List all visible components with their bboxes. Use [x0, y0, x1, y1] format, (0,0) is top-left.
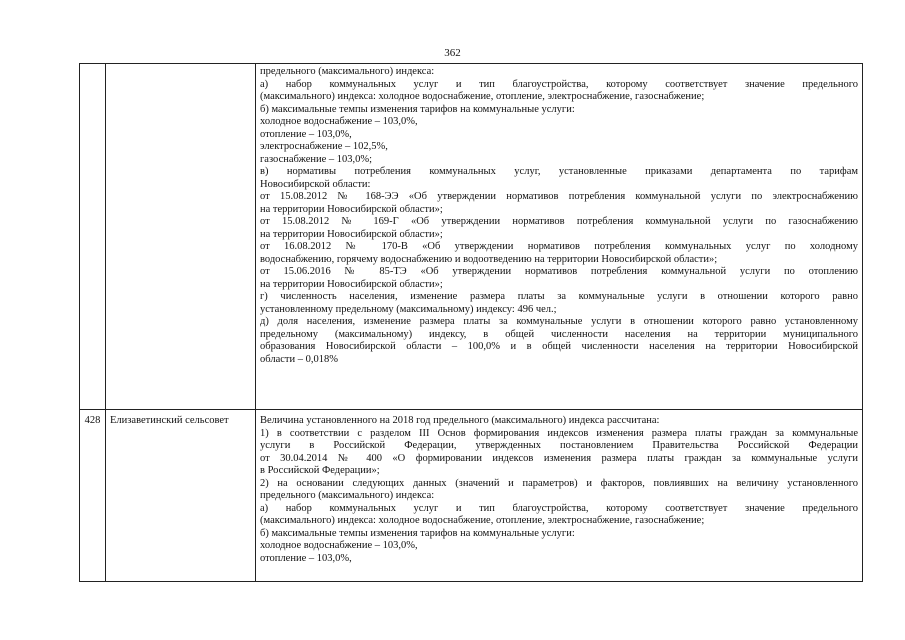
text-line: области – 0,018% — [260, 353, 338, 365]
page-number: 362 — [444, 47, 461, 59]
text-line: г) численность населения, изменение размера платы за коммунальные услуги в отношении которого равно — [260, 291, 858, 302]
text-line: от 15.08.2012 № 168-ЭЭ «Об утверждении нормативов потребления коммунальной услуги по электроснабжению — [260, 191, 858, 202]
table-row — [80, 64, 863, 410]
text-line: на территории Новосибирской области»; — [260, 278, 443, 290]
text-line: образования Новосибирской области – 100,0% и в общей численности населения на территории Новосибирской — [260, 341, 858, 352]
text-line: от 15.08.2012 № 169-Г «Об утверждении нормативов потребления коммунальной услуги по газоснабжению — [260, 216, 858, 227]
text-line: услуги в Российской Федерации, утвержденных постановлением Правительства Российской Федерации — [260, 440, 858, 451]
text-line: д) доля населения, изменение размера платы за коммунальные услуги в отношении которого равно установленному — [260, 316, 858, 327]
text-line: электроснабжение – 102,5%, — [260, 141, 388, 152]
row-number: 428 — [80, 410, 106, 582]
table-row — [80, 410, 863, 582]
text-line: от 15.06.2016 № 85-ТЭ «Об утверждении нормативов потребления коммунальной услуги по отоплению — [260, 266, 858, 277]
text-line: от 30.04.2014 № 400 «О формировании индексов изменения размера платы граждан за коммунальные услуги — [260, 452, 858, 464]
text-line: (максимального) индекса: холодное водоснабжение, отопление, электроснабжение, газоснабжение; — [260, 515, 705, 526]
text-line: отопление – 103,0%, — [260, 552, 352, 564]
text-line: б) максимальные темпы изменения тарифов на коммунальные услуги: — [260, 527, 575, 539]
text-line: холодное водоснабжение – 103,0%, — [260, 540, 418, 551]
text-line: предельного (максимального) индекса: — [260, 490, 435, 501]
text-line: на территории Новосибирской области»; — [260, 228, 443, 240]
row-description — [256, 64, 863, 410]
text-line: Новосибирской области: — [260, 178, 371, 190]
text-line: 2) на основании следующих данных (значений и параметров) и факторов, повлиявших на величину установленного — [260, 477, 858, 489]
text-line: 1) в соответствии с разделом III Основ формирования индексов изменения размера платы граждан за коммунальные — [260, 427, 858, 439]
text-line: предельному (максимальному) индексу, в общей численности населения на территории муниципального — [260, 328, 858, 340]
text-line: водоснабжению, горячему водоснабжению и водоотведению на территории Новосибирской области»; — [260, 253, 718, 265]
text-line: б) максимальные темпы изменения тарифов на коммунальные услуги: — [260, 103, 575, 115]
tariff-table — [79, 63, 863, 582]
row-number — [80, 64, 106, 410]
text-line: холодное водоснабжение – 103,0%, — [260, 116, 418, 127]
text-line: предельного (максимального) индекса: — [260, 66, 435, 77]
text-line: а) набор коммунальных услуг и тип благоустройства, которому соответствует значение предельного — [260, 502, 858, 514]
row-description — [256, 410, 863, 582]
text-line: а) набор коммунальных услуг и тип благоустройства, которому соответствует значение предельного — [260, 78, 858, 90]
text-line: в) нормативы потребления коммунальных услуг, установленные приказами департамента по тарифам — [260, 166, 858, 177]
municipality-name: Елизаветинский сельсовет — [106, 410, 256, 582]
municipality-name — [106, 64, 256, 410]
text-line: отопление – 103,0%, — [260, 128, 352, 140]
text-line: в Российской Федерации»; — [260, 465, 380, 476]
text-line: Величина установленного на 2018 год предельного (максимального) индекса рассчитана: — [260, 415, 660, 426]
text-line: на территории Новосибирской области»; — [260, 203, 443, 215]
text-line: газоснабжение – 103,0%; — [260, 153, 373, 165]
text-line: установленному предельному (максимальному) индексу: 496 чел.; — [260, 303, 557, 315]
text-line: от 16.08.2012 № 170-В «Об утверждении нормативов потребления коммунальных услуг по холодному — [260, 241, 858, 252]
text-line: (максимального) индекса: холодное водоснабжение, отопление, электроснабжение, газоснабжение; — [260, 91, 705, 102]
